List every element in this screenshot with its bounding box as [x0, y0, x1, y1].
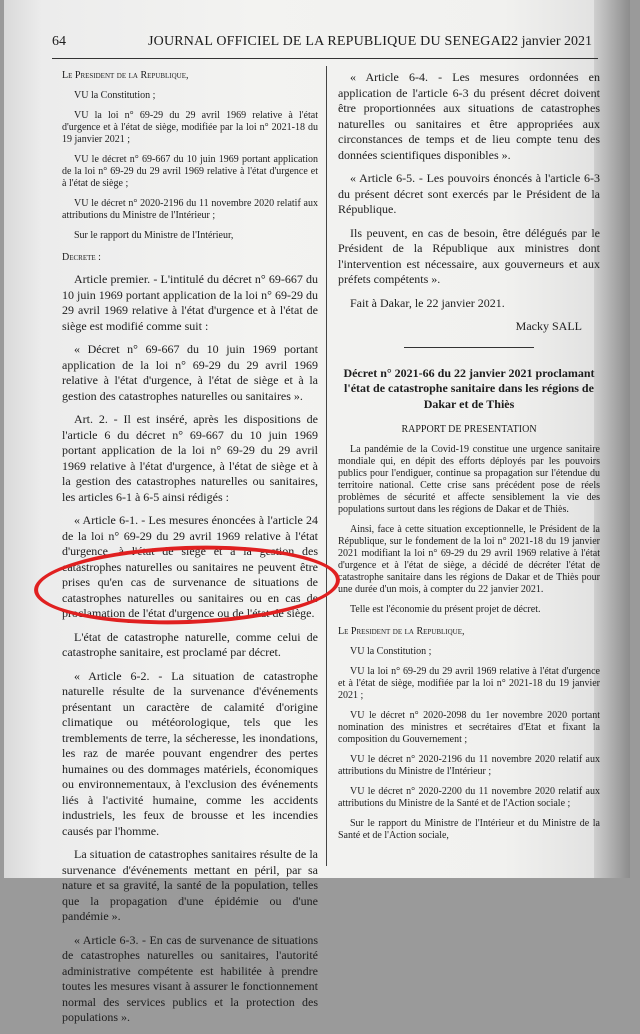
article-6-2-sanitaire: La situation de catastrophes sanitaires résulte de la survenance d'événements mettant en péril, par sa nature et sa gravité, la santé de la population, telles que la propagation d'une épidémie ou d'une pandémie ».	[62, 847, 318, 923]
visa-loi: VU la loi n° 69-29 du 29 avril 1969 relative à l'état d'urgence et à l'état de siège, modifiée par la loi n° 2021-18 du 19 janvier 2021 ;	[62, 110, 318, 145]
column-divider	[326, 66, 327, 866]
president-heading-2: Le President de la Republique,	[338, 626, 465, 637]
article-premier: Article premier. - L'intitulé du décret n° 69-667 du 10 juin 1969 portant application de la loi n° 69-29 du 29 avril 1969 relative à l'état d'urgence et à l'état de siège est modifié comme suit :	[62, 272, 318, 333]
decrete-heading: Decrete :	[62, 252, 101, 263]
rapport-title: RAPPORT DE PRESENTATION	[401, 424, 537, 435]
rapport-paragraph-2: Ainsi, face à cette situation exceptionnelle, le Président de la République, sur le fondement de la loi n° 2021-18 du 19 janvier 2021 modifiant la loi n° 69-29 du 29 avril 1969 relative à l'état d'urgence et à l'état de siège, a décidé de décréter l'état de catastrophe sanitaire dans les régions de Dakar et de Thiès pour une durée d'un mois, à compter du 22 janvier 2021.	[338, 524, 600, 595]
visa-constitution: VU la Constitution ;	[74, 90, 156, 101]
section-rule	[404, 347, 534, 348]
visa-decret-2020: VU le décret n° 2020-2196 du 11 novembre 2020 relatif aux attributions du Ministre de l'Intérieur ;	[62, 198, 318, 221]
decret-title: Décret n° 2021-66 du 22 janvier 2021 proclamant l'état de catastrophe sanitaire dans les régions de Dakar et de Thiès	[343, 365, 595, 411]
article-6-4: « Article 6-4. - Les mesures ordonnées en application de l'article 6-3 du présent décret doivent être proportionnées aux situations de catastrophes naturelles ou sanitaires et être appropriées aux circonstances de temps et de lieu compte tenu des données scientifiques disponibles ».	[338, 70, 600, 162]
visa-decret-1969: VU le décret n° 69-667 du 10 juin 1969 portant application de la loi n° 69-29 du 29 avril 1969 relative à l'état d'urgence et à l'état de siège ;	[62, 154, 318, 189]
rapport-ministres: Sur le rapport du Ministre de l'Intérieur et du Ministre de la Santé et de l'Action sociale,	[338, 818, 600, 841]
article-6-3: « Article 6-3. - En cas de survenance de situations de catastrophes naturelles ou sanitaires, l'autorité administrative compétente est habilitée à prendre toutes les mesures visant à assurer le fonctionnement normal des services publics et la protection des populations ».	[62, 932, 318, 1024]
article-6-1: « Article 6-1. - Les mesures énoncées à l'article 24 de la loi n° 69-29 du 29 avril 1969 relative à l'état d'urgence, à l'état de siège et à la gestion des catastrophes naturelles ou sanitaires ne peuvent être prises qu'en cas de survenance de situations de catastrophes naturelles ou sanitaires ou en cas de proclamation de l'état d'urgence ou de l'état de siège.	[62, 513, 318, 620]
header-rule	[52, 58, 598, 59]
signature: Macky SALL	[515, 319, 582, 333]
article-2: Art. 2. - Il est inséré, après les dispositions de l'article 6 du décret n° 69-667 du 10 juin 1969 portant application de la loi n° 69-29 du 29 avril 1969 relative à l'état d'urgence, à l'état de siège et à la gestion des catastrophes naturelles ou sanitaires, les articles 6-1 à 6-5 ainsi rédigés :	[62, 412, 318, 504]
visa-constitution-2: VU la Constitution ;	[350, 646, 432, 657]
article-premier-quote: « Décret n° 69-667 du 10 juin 1969 portant application de la loi n° 69-29 du 29 avril 1969 relative à l'état d'urgence, à l'état de siège et à la gestion des catastrophes naturelles ou sanitaires ».	[62, 342, 318, 403]
journal-title: JOURNAL OFFICIEL DE LA REPUBLIQUE DU SENEGAL	[148, 34, 510, 49]
article-6-2: « Article 6-2. - La situation de catastrophe naturelle résulte de la survenance d'événements présentant un caractère de calamité d'origine climatique ou météorologique, tels que les tremblements de terre, la sécheresse, les inondations, les raz de marée pouvant engendrer des pertes humaines ou des dommages matériels, économiques ou environnementaux, à l'exclusion des événements liés à l'activité humaine, comme les accidents industriels, les feux de brousse et les incendies causés par l'homme.	[62, 668, 318, 838]
page-header	[52, 34, 592, 54]
journal-page	[4, 0, 630, 1024]
rapport-ministre: Sur le rapport du Ministre de l'Intérieur,	[74, 230, 234, 241]
issue-date: 22 janvier 2021	[504, 34, 592, 49]
visa-decret-interieur: VU le décret n° 2020-2196 du 11 novembre 2020 relatif aux attributions du Ministre de l'Intérieur ;	[338, 754, 600, 777]
article-6-1-proclamation: L'état de catastrophe naturelle, comme celui de catastrophe sanitaire, est proclamé par décret.	[62, 629, 318, 659]
article-6-5: « Article 6-5. - Les pouvoirs énoncés à l'article 6-3 du présent décret sont exercés par le Président de la République.	[338, 171, 600, 216]
visa-loi-2: VU la loi n° 69-29 du 29 avril 1969 relative à l'état d'urgence et à l'état de siège, modifiée par la loi n° 2021-18 du 19 janvier 2021 ;	[338, 666, 600, 701]
fait-a-dakar: Fait à Dakar, le 22 janvier 2021.	[350, 295, 505, 310]
article-6-5-delegation: Ils peuvent, en cas de besoin, être délégués par le Président de la République aux ministres dont l'intervention est nécessaire, aux gouverneurs et aux préfets compétents ».	[338, 225, 600, 286]
visa-decret-gouvernement: VU le décret n° 2020-2098 du 1er novembre 2020 portant nomination des ministres et secrétaires d'Etat et fixant la composition du Gouvernement ;	[338, 710, 600, 745]
rapport-paragraph-3: Telle est l'économie du présent projet de décret.	[350, 604, 541, 615]
rapport-paragraph-1: La pandémie de la Covid-19 constitue une urgence sanitaire mondiale qui, en dépit des efforts déployés par les pouvoirs publics pour l'endiguer, continue sa propagation sur l'étendue du territoire national. Cette crise sans précédent pose de réels problèmes de sécurité et affecte sensiblement la vie des populations surtout dans les régions de Dakar et de Thiès.	[338, 444, 600, 515]
president-heading: Le President de la Republique,	[62, 70, 189, 81]
visa-decret-sante: VU le décret n° 2020-2200 du 11 novembre 2020 relatif aux attributions du Ministre de la Santé et de l'Action sociale ;	[338, 786, 600, 809]
page-number: 64	[52, 34, 66, 49]
right-column	[338, 70, 600, 850]
